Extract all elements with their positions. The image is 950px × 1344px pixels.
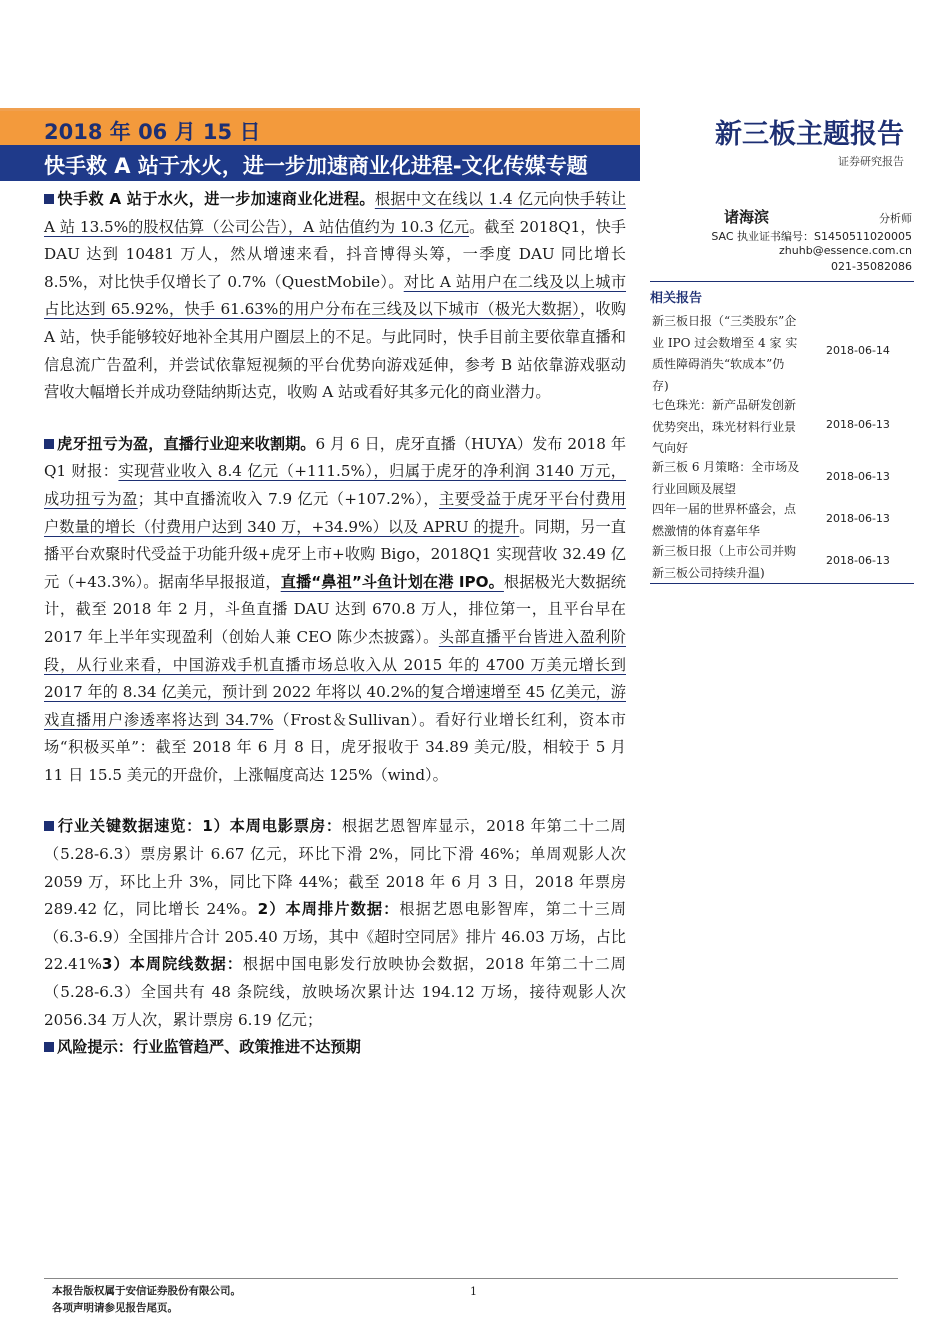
subheading: 3）本周院线数据： <box>101 955 243 974</box>
analyst-phone: 021-35082086 <box>831 260 912 273</box>
related-report-text: 四年一届的世界杯盛会，点 <box>652 502 797 516</box>
paragraph-industry-data <box>44 813 626 1034</box>
related-bottom-rule <box>650 583 914 584</box>
related-report-text: 业 IPO 过会数增至 4 家 实 <box>652 335 798 350</box>
related-report-text: 七色珠光：新产品研发创新 <box>652 398 797 412</box>
related-report-item[interactable] <box>652 541 827 584</box>
body-text: 6 月 6 日，虎牙直播（HUYA）发布 2018 年 Q1 财报： <box>44 434 627 481</box>
related-report-item[interactable] <box>652 311 827 397</box>
related-report-item[interactable] <box>652 395 827 460</box>
related-reports-title: 相关报告 <box>650 291 703 306</box>
related-report-date: 2018-06-13 <box>826 418 890 431</box>
analyst-role: 分析师 <box>879 212 912 225</box>
body-text: 根据极光大数据统计，截至 2018 年 2 月，斗鱼直播 DAU 达到 670.8 万人，排位第一，且平台早在 2017 年上半年实现盈利（创始人兼 CEO 陈少杰披露）。 <box>44 572 626 646</box>
paragraph-acfun <box>44 186 626 407</box>
footer-copyright: 本报告版权属于安信证券股份有限公司。 <box>52 1285 241 1297</box>
body-text: ，收购 A 站，快手能够较好地补全其用户圈层上的不足。与此同时，快手目前主要依靠直播和信息流广告盈利，并尝试依靠短视频的平台优势向游戏延伸，参考 B 站依靠游戏驱动营收大幅增长并成功登陆纳斯达克，收购 A 站或看好其多元化的商业潜力。 <box>44 300 627 402</box>
square-bullet-icon <box>44 1042 54 1052</box>
main-content <box>44 186 626 1062</box>
square-bullet-icon <box>44 439 54 449</box>
related-report-text: 新三板公司持续升温) <box>652 565 765 580</box>
related-report-text: 新三板日报（“三类股东”企 <box>652 314 797 328</box>
highlight-text: 主要受益于虎牙平台付费用户数量的增长（付费用户达到 340 万，+34.9%）以及 APRU 的提升 <box>44 489 627 536</box>
related-report-date: 2018-06-13 <box>826 554 890 567</box>
paragraph-lead: 行业关键数据速览：1）本周电影票房： <box>57 817 342 836</box>
paragraph-lead: 快手救 A 站于水火，进一步加速商业化进程。 <box>57 190 375 208</box>
body-text: 。同期，另一直播平台欢聚时代受益于功能升级+虎牙上市+收购 Bigo，2018Q1 实现营收 32.49 亿元（+43.3%）。据南华早报报道， <box>44 517 626 591</box>
analyst-email[interactable]: zhuhb@essence.com.cn <box>779 244 912 257</box>
highlight-text: 头部直播平台皆进入盈利阶段，从行业来看，中国游戏手机直播市场总收入从 2015 年的 4700 万美元增长到 2017 年的 8.34 亿美元，预计到 2022 年将以 40.2%的复合增速增至 45 亿美元，游戏直播用户渗透率将达到 34.7% <box>44 627 626 729</box>
subheading: 2）本周排片数据： <box>257 900 400 919</box>
footer-rule <box>44 1278 898 1279</box>
related-report-text: 新三板 6 月策略：全市场及 <box>652 460 800 474</box>
footer-disclaimer: 各项声明请参见报告尾页。 <box>52 1302 178 1314</box>
page-number: 1 <box>470 1285 477 1298</box>
highlight-text: 实现营业收入 8.4 亿元（+111.5%），归属于虎牙的净利润 3140 万元，成功扭亏为盈 <box>44 462 626 508</box>
body-text: 。截至 2018Q1，快手 DAU 达到 10481 万人，然从增速来看，抖音博得头筹，一季度 DAU 同比增长 8.5%，对比快手仅增长了 0.7%（QuestMobile）。 <box>44 217 626 291</box>
highlight-text: 根据中文在线以 1.4 亿元向快手转让 A 站 13.5%的股权估算（公司公告），A 站估值约为 10.3 亿元 <box>44 190 626 236</box>
body-text: 根据艺恩智库显示，2018 年第二十二周（5.28-6.3）票房累计 6.67 亿元，环比下滑 2%，同比下滑 46%；单周观影人次 2059 万，环比上升 3%，同比下降 44%；截至 2018 年 6 月 3 日，2018 年票房 289.42 亿，同比增长 24%。 <box>44 817 626 919</box>
highlight-text: 对比 A 站用户在二线及以上城市占比达到 65.92%，快手 61.63%的用户分布在三线及以下城市（极光大数据） <box>44 272 627 319</box>
related-report-text: 存) <box>652 378 669 393</box>
square-bullet-icon <box>44 194 54 204</box>
square-bullet-icon <box>44 821 54 831</box>
body-text: （Frost＆Sullivan）。看好行业增长红利，资本市场“积极买单”：截至 2018 年 6 月 8 日，虎牙报收于 34.89 美元/股，相较于 5 月 11 日 15.5 美元的开盘价，上涨幅度高达 125%（wind）。 <box>44 710 626 784</box>
body-text: 根据艺恩电影智库，第二十三周（6.3-6.9）全国排片合计 205.40 万场，其中《超时空同居》排片 46.03 万场，占比 22.41% <box>44 900 626 974</box>
related-report-text: 质性障碍消失“软成本”仍 <box>652 357 785 371</box>
related-report-date: 2018-06-13 <box>826 470 890 483</box>
related-report-text: 行业回顾及展望 <box>652 481 737 496</box>
report-subtype: 证券研究报告 <box>838 155 904 168</box>
body-text: ；其中直播流收入 7.9 亿元（+107.2%）， <box>137 489 439 508</box>
analyst-sac: SAC 执业证书编号：S1450511020005 <box>711 230 912 243</box>
related-top-rule <box>650 281 914 282</box>
related-report-date: 2018-06-13 <box>826 512 890 525</box>
paragraph-lead: 虎牙扭亏为盈，直播行业迎来收割期。 <box>57 434 316 453</box>
report-date: 2018 年 06 月 15 日 <box>44 120 261 144</box>
paragraph-huya <box>44 431 626 790</box>
report-title: 快手救 A 站于水火，进一步加速商业化进程-文化传媒专题 <box>44 154 588 178</box>
related-report-item[interactable] <box>652 457 827 500</box>
highlight-text: 直播“鼻祖”斗鱼计划在港 IPO。 <box>280 572 504 591</box>
related-report-date: 2018-06-14 <box>826 344 890 357</box>
related-report-item[interactable] <box>652 499 827 542</box>
paragraph-risk <box>44 1034 626 1062</box>
report-type: 新三板主题报告 <box>715 119 904 150</box>
analyst-name: 诸海滨 <box>724 208 770 226</box>
related-report-text: 新三板日报（上市公司并购 <box>652 544 797 558</box>
related-report-text: 燃激情的体育嘉年华 <box>652 523 761 538</box>
body-text: 根据中国电影发行放映协会数据，2018 年第二十二周（5.28-6.3）全国共有 48 条院线，放映场次累计达 194.12 万场，接待观影人次 2056.34 万人次，累计票房 6.19 亿元； <box>44 955 626 1029</box>
risk-warning: 风险提示：行业监管趋严、政策推进不达预期 <box>57 1038 361 1057</box>
related-report-text: 气向好 <box>652 441 689 455</box>
related-report-text: 优势突出，珠光材料行业景 <box>652 419 797 434</box>
